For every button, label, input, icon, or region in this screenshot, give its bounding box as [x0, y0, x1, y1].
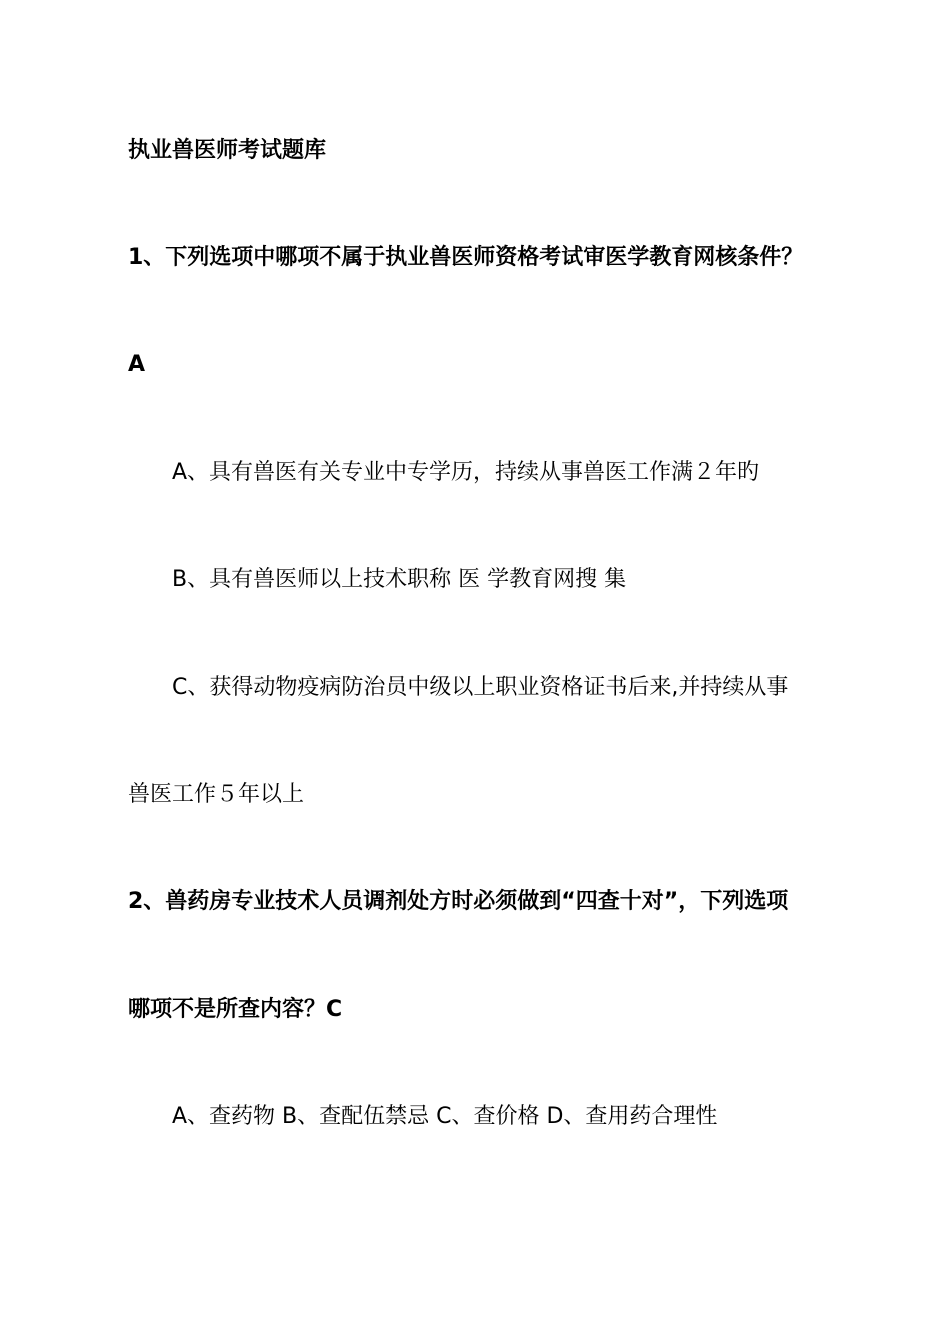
question-1-option-b: B、具有兽医师以上技术职称 医 学教育网搜 集: [172, 567, 627, 592]
question-2-options: A、查药物 B、查配伍禁忌 C、查价格 D、查用药合理性: [172, 1104, 718, 1129]
question-1-option-a: A、具有兽医有关专业中专学历，持续从事兽医工作满２年旳: [172, 460, 760, 485]
question-2-text-line-1: 2、兽药房专业技术人员调剂处方时必须做到“四查十对”，下列选项: [128, 889, 789, 914]
document-title: 执业兽医师考试题库: [128, 138, 327, 163]
question-1-option-c-continued: 兽医工作５年以上: [128, 782, 305, 807]
question-1-text: 1、下列选项中哪项不属于执业兽医师资格考试审医学教育网核条件？: [128, 245, 804, 270]
question-2-text-line-2: 哪项不是所查内容？C: [128, 997, 343, 1022]
question-1-answer: A: [128, 352, 146, 377]
question-1-option-c: C、获得动物疫病防治员中级以上职业资格证书后来,并持续从事: [172, 675, 789, 700]
